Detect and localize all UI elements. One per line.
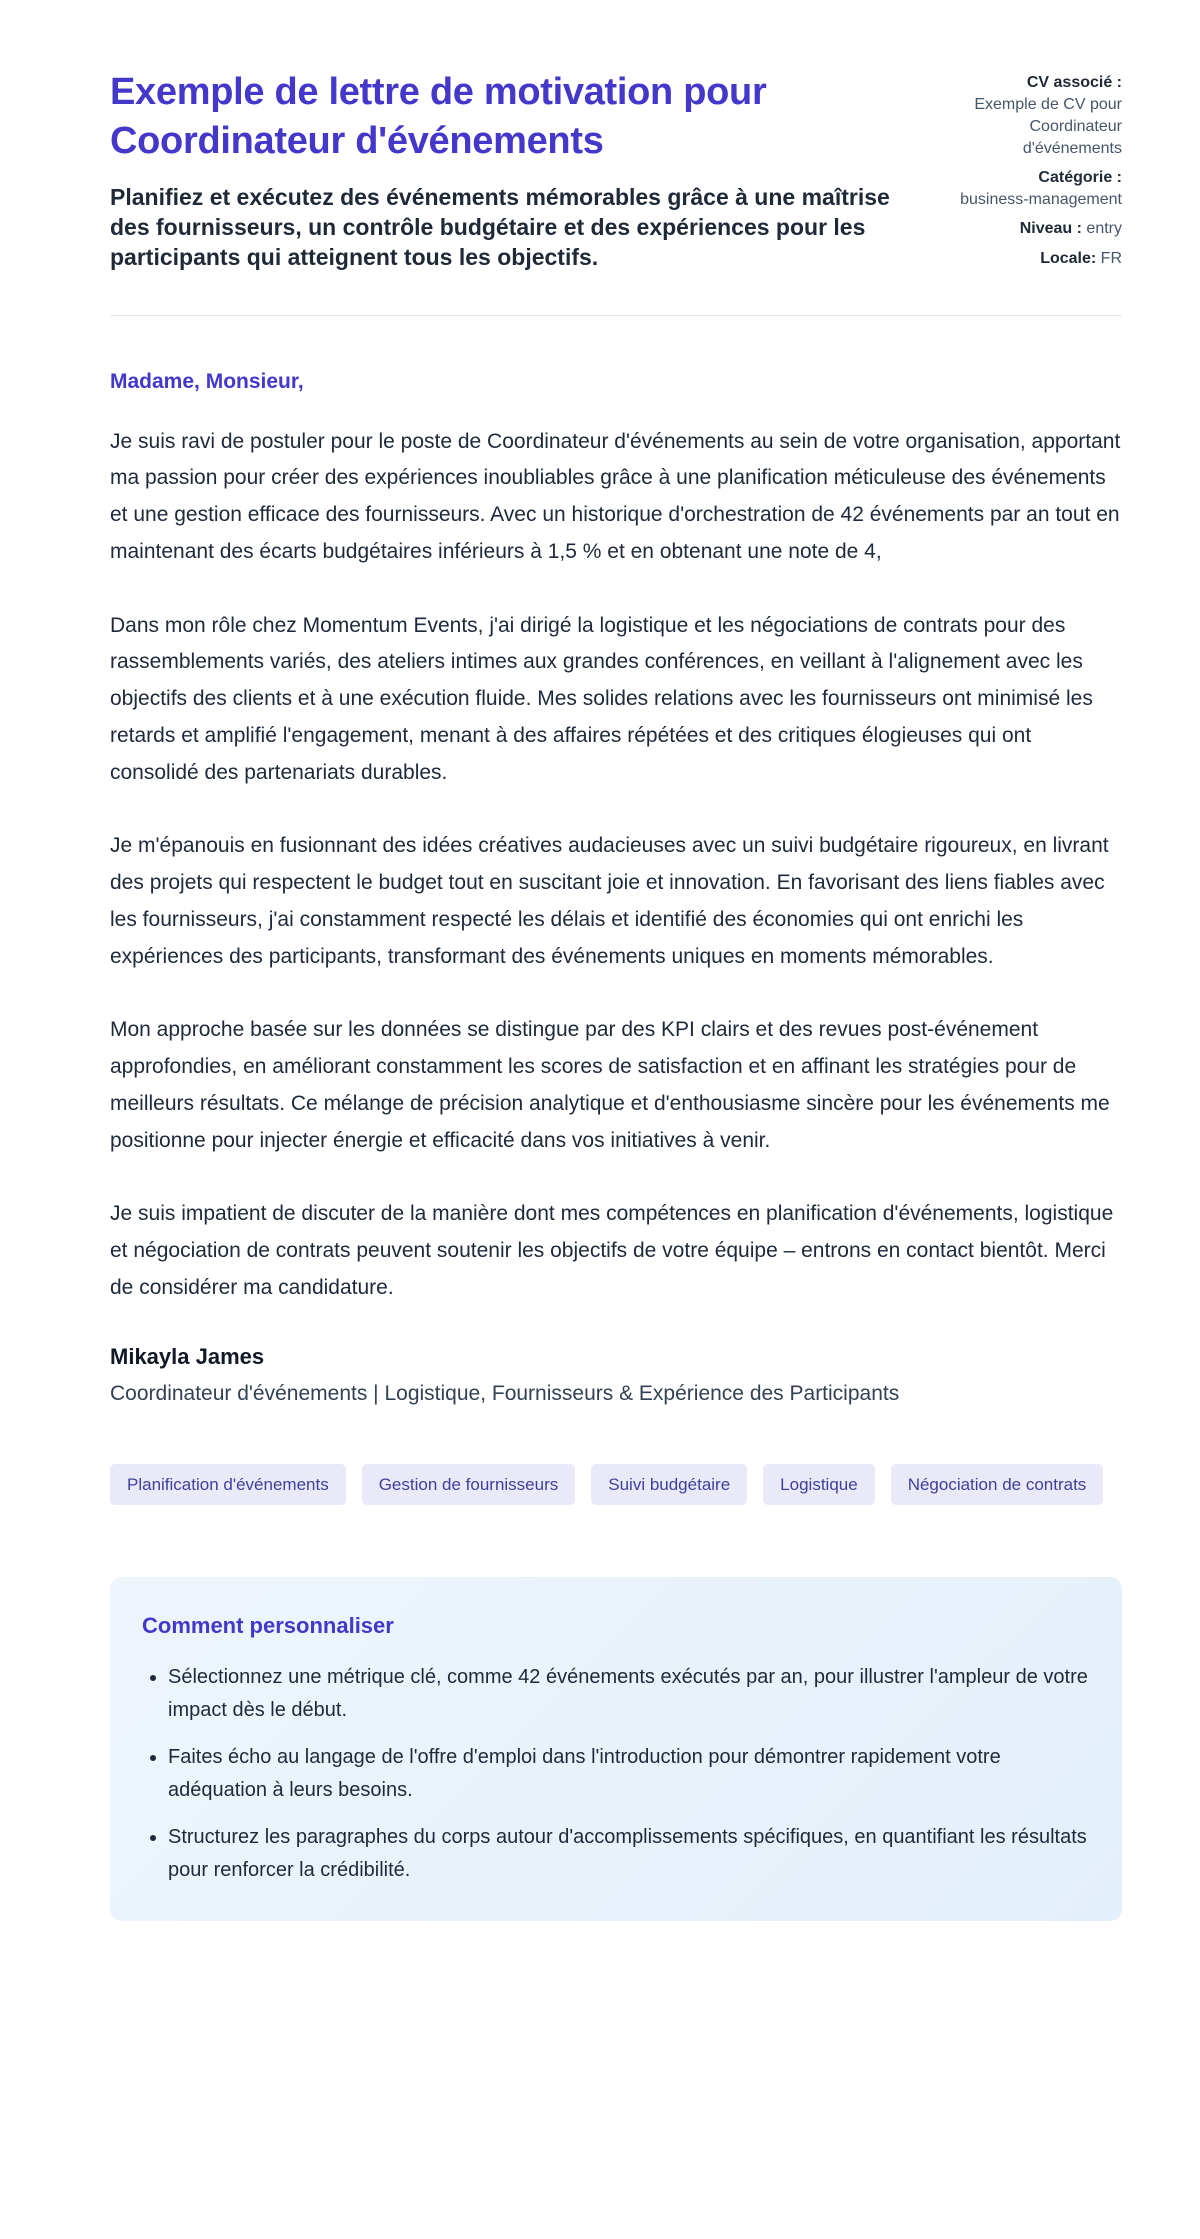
meta-category-value: business-management: [960, 191, 1122, 209]
meta-row-level: [937, 218, 1122, 240]
meta-row-locale: [937, 248, 1122, 270]
meta-panel: [937, 68, 1122, 277]
letter-paragraph-4: Mon approche basée sur les données se distingue par des KPI clairs et des revues post-événement approfondies, en améliorant constamment les scores de satisfaction et en affinant les stratégies pour de meilleurs résultats. Ce mélange de précision analytique et d'enthousiasme sincère pour les événements me positionne pour injecter énergie et efficacité dans vos initiatives à venir.: [110, 1018, 1110, 1152]
letter-paragraph-1: Je suis ravi de postuler pour le poste de Coordinateur d'événements au sein de votre organisation, apportant ma passion pour créer des expériences inoubliables grâce à une planification méticuleuse des événements et une gestion efficace des fournisseurs. Avec un historique d'orchestration de 42 événements par an tout en maintenant des écarts budgétaires inférieurs à 1,5 % et en obtenant une note de 4,: [110, 429, 1121, 563]
meta-row-category: [937, 167, 1122, 211]
meta-level-value: entry: [1086, 220, 1122, 238]
letter-greeting: Madame, Monsieur,: [110, 369, 304, 393]
letter-paragraph-3: Je m'épanouis en fusionnant des idées créatives audacieuses avec un suivi budgétaire rigoureux, en livrant des projets qui respectent le budget tout en suscitant joie et innovation. En favorisant des liens fiables avec les fournisseurs, j'ai constamment respecté les délais et identifié des économies qui ont enrichi les expériences des participants, transformant des événements uniques en moments mémorables.: [110, 834, 1109, 968]
skill-tags: [110, 1464, 1122, 1505]
meta-locale-label: Locale:: [1040, 249, 1097, 267]
meta-cv-label: CV associé :: [1026, 74, 1122, 91]
meta-level-label: Niveau :: [1019, 220, 1082, 238]
skill-tag-negociation: Négociation de contrats: [891, 1464, 1104, 1505]
skill-tag-planification: Planification d'événements: [110, 1464, 346, 1505]
header: [110, 68, 1122, 277]
header-title-block: [110, 68, 895, 272]
letter-body: [110, 370, 1122, 1921]
tip-item-2: • Faites écho au langage de l'offre d'emploi dans l'introduction pour démontrer rapidement votre adéquation à leurs besoins.: [168, 1741, 1090, 1807]
meta-locale-value: FR: [1100, 249, 1122, 267]
meta-category-label: Catégorie :: [1038, 169, 1122, 187]
page-title: Exemple de lettre de motivation pour Coordinateur d'événements: [110, 71, 767, 163]
page: [110, 0, 1122, 1931]
signature-name: Mikayla James: [110, 1343, 265, 1369]
signature-role: Coordinateur d'événements | Logistique, Fournisseurs & Expérience des Participants: [110, 1381, 900, 1405]
tip-item-1: • Sélectionnez une métrique clé, comme 42 événements exécutés par an, pour illustrer l'ampleur de votre impact dès le début.: [168, 1661, 1090, 1727]
skill-tag-budget: Suivi budgétaire: [591, 1464, 747, 1505]
tip-item-3: • Structurez les paragraphes du corps autour d'accomplissements spécifiques, en quantifiant les résultats pour renforcer la crédibilité.: [168, 1821, 1090, 1887]
page-subtitle: Planifiez et exécutez des événements mémorables grâce à une maîtrise des fournisseurs, un contrôle budgétaire et des expériences pour les participants qui atteignent tous les objectifs.: [110, 183, 890, 270]
skill-tag-fournisseurs: Gestion de fournisseurs: [362, 1464, 576, 1505]
letter-paragraph-5: Je suis impatient de discuter de la manière dont mes compétences en planification d'événements, logistique et négociation de contrats peuvent soutenir les objectifs de votre équipe – entrons en contact bientôt. Merci de considérer ma candidature.: [110, 1202, 1114, 1299]
skill-tag-logistique: Logistique: [763, 1464, 875, 1505]
meta-cv-value: Exemple de CV pour Coordinateur d'événements: [974, 96, 1122, 158]
tips-title: Comment personnaliser: [142, 1612, 394, 1638]
tips-box: [110, 1577, 1122, 1921]
meta-row-cv: [937, 72, 1122, 160]
tips-list: [142, 1661, 1090, 1887]
header-divider: [110, 315, 1122, 316]
signature-block: [110, 1344, 1122, 1406]
letter-paragraph-2: Dans mon rôle chez Momentum Events, j'ai dirigé la logistique et les négociations de contrats pour des rassemblements variés, des ateliers intimes aux grandes conférences, en veillant à l'alignement avec les objectifs des clients et à une exécution fluide. Mes solides relations avec les fournisseurs ont minimisé les retards et amplifié l'engagement, menant à des affaires répétées et des critiques élogieuses qui ont consolidé des partenariats durables.: [110, 613, 1093, 784]
